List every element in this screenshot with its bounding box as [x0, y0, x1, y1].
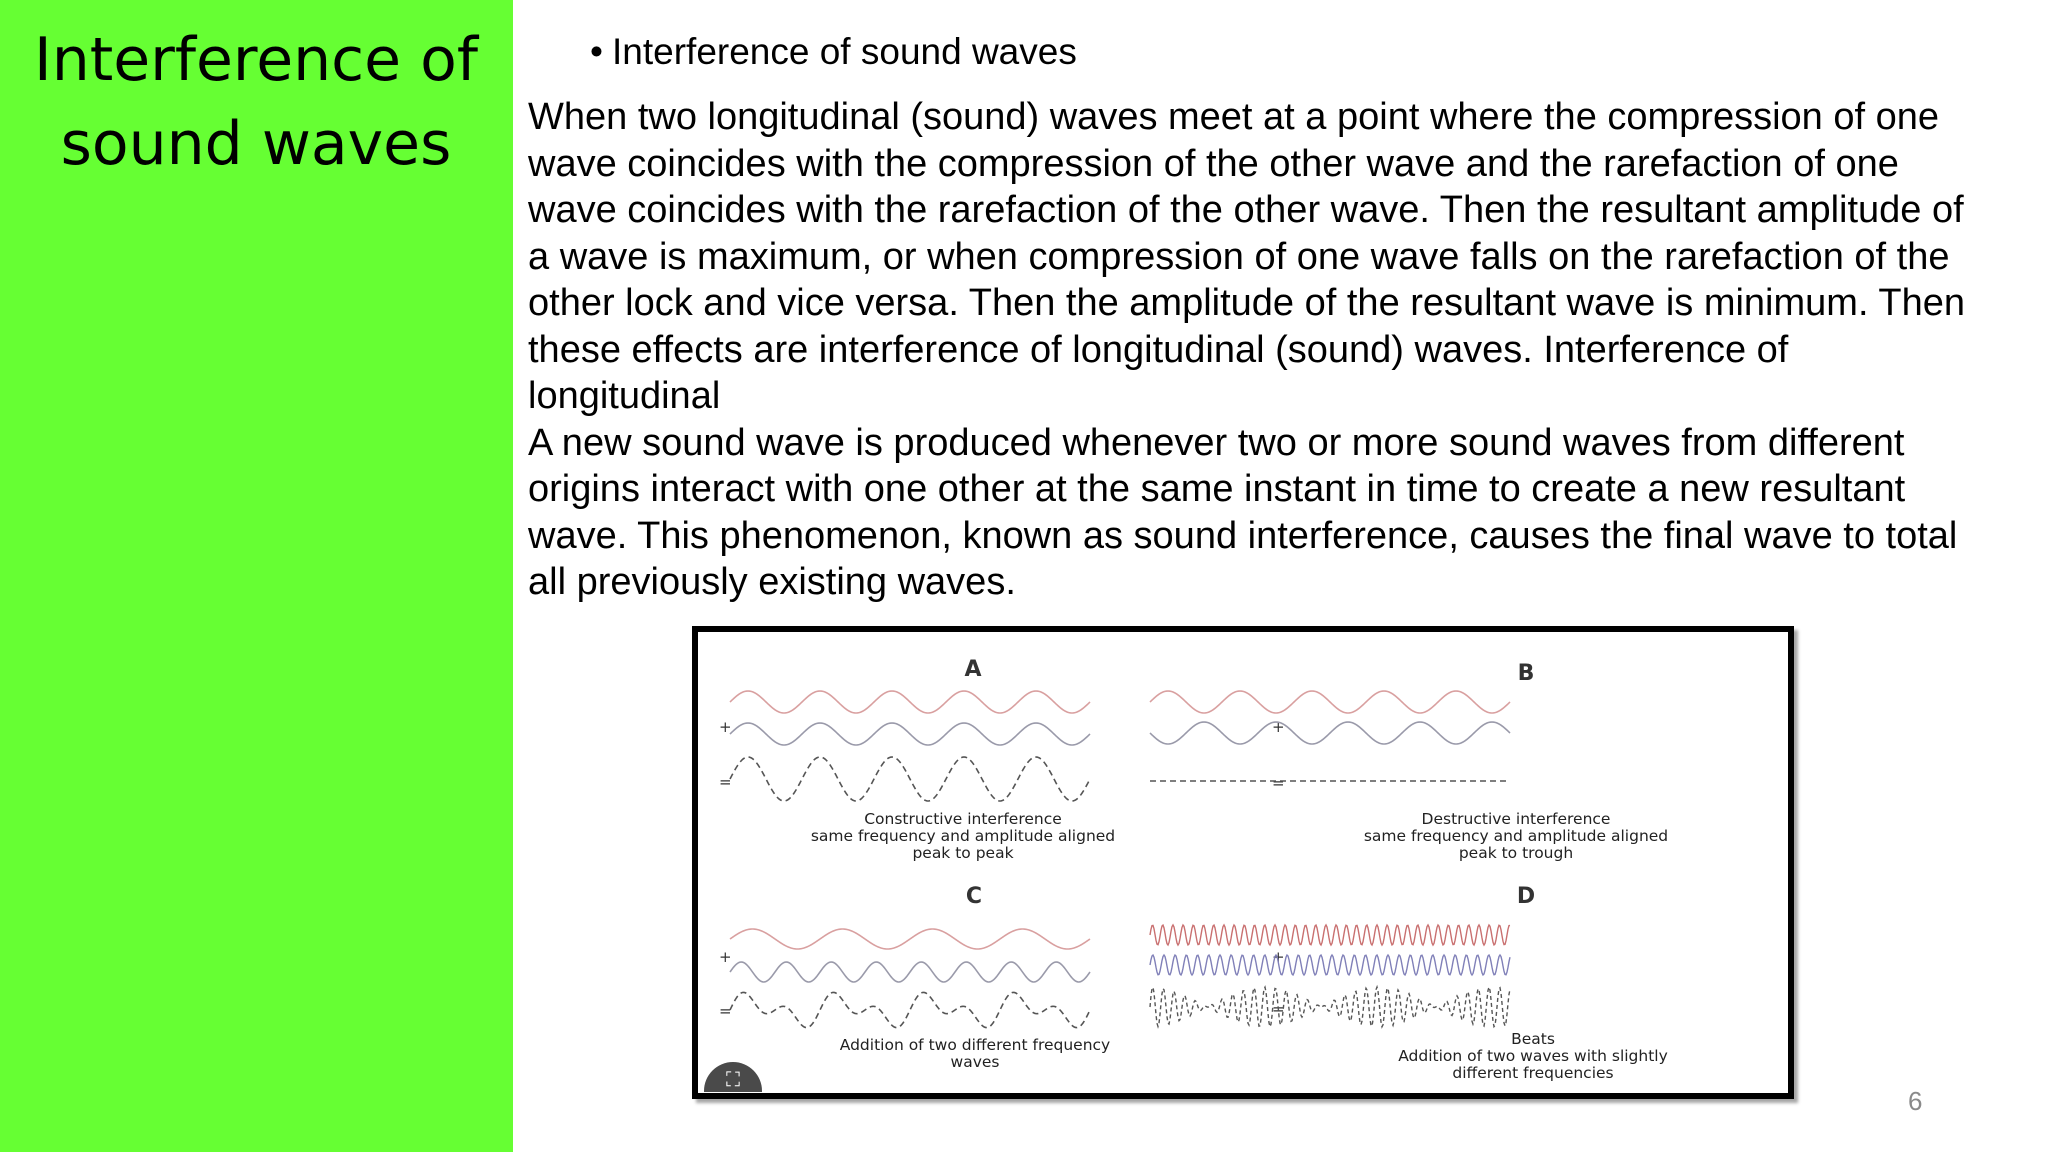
caption-b-line-1: Destructive interference — [1421, 810, 1611, 828]
bullet-text: Interference of sound waves — [612, 31, 1077, 72]
wave-a-first — [730, 691, 1090, 713]
panel-a-letter: A — [964, 657, 982, 682]
body-text — [528, 94, 1968, 606]
slide-title-line-2: sound waves — [60, 109, 452, 179]
slide-title-line-1: Interference of — [34, 25, 478, 95]
bullet-item — [590, 30, 1077, 74]
plus-sign-d: + — [1272, 948, 1285, 966]
equals-sign-d: = — [1272, 1000, 1285, 1018]
interference-figure — [692, 626, 1794, 1099]
wave-b-first — [1150, 691, 1510, 713]
equals-sign-c: = — [719, 1002, 732, 1020]
page-number: 6 — [1908, 1086, 1923, 1116]
title-panel — [0, 0, 513, 1152]
wave-a-result — [730, 757, 1090, 801]
paragraph-1: When two longitudinal (sound) waves meet at a point where the compression of one wave coincides with the compression of the other wave and the rarefaction of one wave coincides with the rarefaction of the other wave. Then the resultant amplitude of a wave is maximum, or when compression of one wave falls on the rarefaction of the other lock and vice versa. Then the amplitude of the resultant wave is minimum. Then these effects are interference of longitudinal (sound) waves. Interference of longitudinal — [528, 96, 1965, 417]
wave-c-result — [730, 992, 1090, 1027]
panel-c-letter: C — [965, 884, 983, 909]
wave-c-second — [730, 962, 1090, 982]
caption-a-line-2: same frequency and amplitude aligned — [810, 827, 1116, 845]
wave-c-first — [730, 929, 1090, 949]
caption-b-line-2: same frequency and amplitude aligned — [1363, 827, 1669, 845]
plus-sign-c: + — [719, 948, 732, 966]
plus-sign-b: + — [1272, 718, 1285, 736]
panel-d-letter: D — [1516, 884, 1536, 909]
expand-image-button[interactable] — [704, 1062, 762, 1092]
caption-c-line-1: Addition of two different frequency — [839, 1036, 1111, 1054]
wave-d-second — [1150, 955, 1510, 975]
caption-d-line-3: different frequencies — [1452, 1064, 1614, 1082]
equals-sign-b: = — [1272, 774, 1285, 792]
caption-d-line-1: Beats — [1511, 1030, 1555, 1048]
plus-sign-a: + — [719, 718, 732, 736]
wave-b-second — [1150, 722, 1510, 744]
equals-sign-a: = — [719, 773, 732, 791]
panel-b-letter: B — [1517, 661, 1535, 686]
wave-d-result — [1150, 987, 1510, 1027]
paragraph-2: A new sound wave is produced whenever two or more sound waves from different origins interact with one other at the same instant in time to create a new resultant wave. This phenomenon, known as sound interference, causes the final wave to total all previously existing waves. — [528, 421, 1958, 603]
caption-b-line-3: peak to trough — [1458, 844, 1574, 862]
bullet-dot: • — [590, 31, 603, 72]
interference-diagram — [698, 632, 1788, 1093]
expand-icon: ⛶ — [704, 1062, 762, 1092]
wave-d-first — [1150, 925, 1510, 945]
wave-a-second — [730, 723, 1090, 745]
caption-c-line-2: waves — [950, 1053, 1000, 1071]
caption-d-line-2: Addition of two waves with slightly — [1398, 1047, 1668, 1065]
slide-title — [20, 18, 492, 186]
caption-a-line-1: Constructive interference — [864, 810, 1062, 828]
caption-a-line-3: peak to peak — [912, 844, 1014, 862]
